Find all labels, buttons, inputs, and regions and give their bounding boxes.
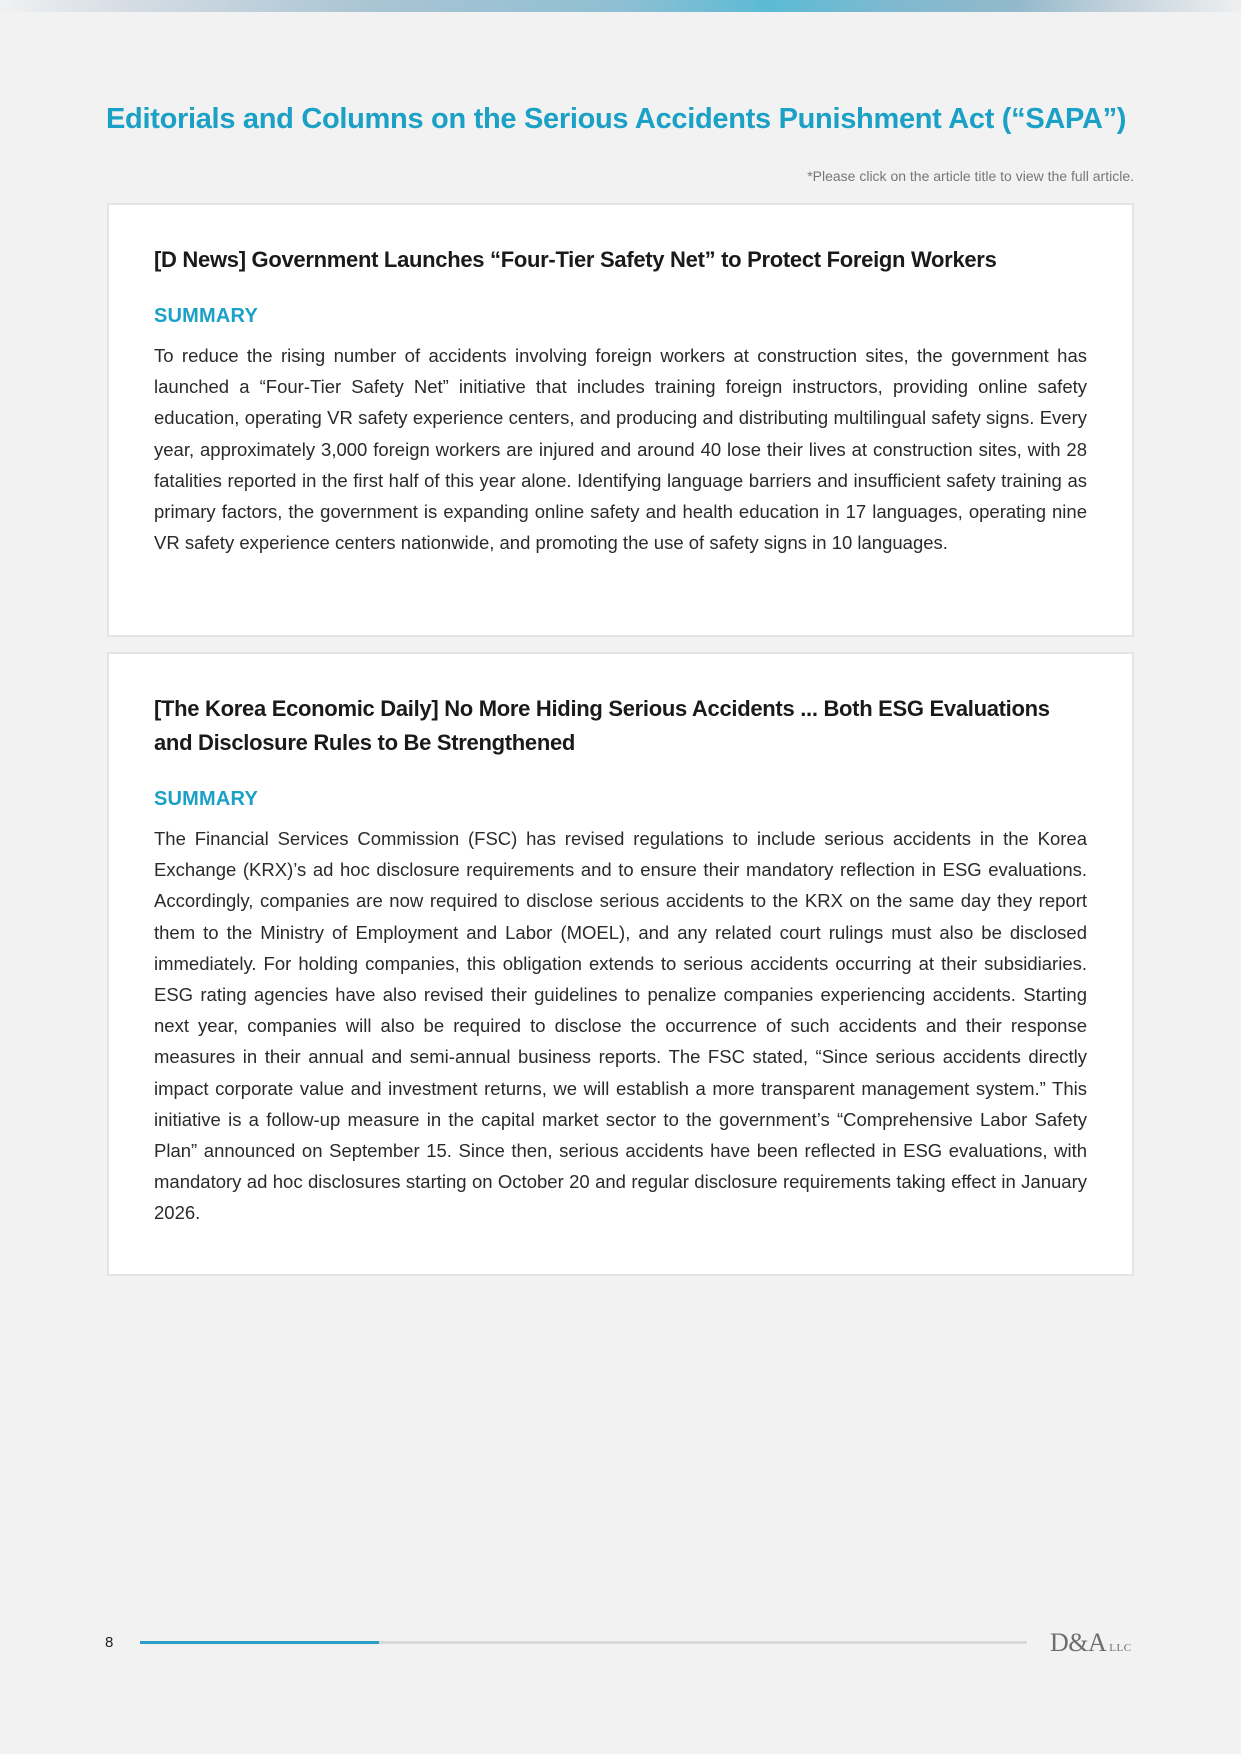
page-number: 8 bbox=[105, 1634, 114, 1651]
article-card bbox=[107, 652, 1134, 1276]
click-instruction-note: *Please click on the article title to view the full article. bbox=[807, 168, 1134, 184]
company-logo bbox=[1050, 1628, 1132, 1658]
logo-suffix-text: LLC bbox=[1109, 1642, 1132, 1654]
page-title: Editorials and Columns on the Serious Accidents Punishment Act (“SAPA”) bbox=[106, 103, 1127, 135]
summary-label: SUMMARY bbox=[154, 305, 258, 327]
article-title-link[interactable]: [D News] Government Launches “Four-Tier Safety Net” to Protect Foreign Workers bbox=[154, 247, 997, 272]
article-card bbox=[107, 203, 1134, 637]
logo-main-text: D&A bbox=[1050, 1628, 1107, 1657]
page-progress-bar bbox=[140, 1641, 1027, 1644]
summary-text: To reduce the rising number of accidents involving foreign workers at construction sites, the government has launched a “Four-Tier Safety Net” initiative that includes training foreign instructors, providing online safety education, operating VR safety experience centers, and producing and distributing multilingual safety signs. Every year, approximately 3,000 foreign workers are injured and around 40 lose their lives at construction sites, with 28 fatalities reported in the first half of this year alone. Identifying language barriers and insufficient safety training as primary factors, the government is expanding online safety and health education in 17 languages, operating nine VR safety experience centers nationwide, and promoting the use of safety signs in 10 languages. bbox=[154, 345, 1087, 554]
summary-text: The Financial Services Commission (FSC) has revised regulations to include serious accidents in the Korea Exchange (KRX)’s ad hoc disclosure requirements and to ensure their mandatory reflection in ESG evaluations. Accordingly, companies are now required to disclose serious accidents to the KRX on the same day they report them to the Ministry of Employment and Labor (MOEL), and any related court rulings must also be disclosed immediately. For holding companies, this obligation extends to serious accidents occurring at their subsidiaries. ESG rating agencies have also revised their guidelines to penalize companies experiencing accidents. Starting next year, companies will also be required to disclose the occurrence of such accidents and their response measures in their annual and semi-annual business reports. The FSC stated, “Since serious accidents directly impact corporate value and investment returns, we will establish a more transparent management system.” This initiative is a follow-up measure in the capital market sector to the government’s “Comprehensive Labor Safety Plan” announced on September 15. Since then, serious accidents have been reflected in ESG evaluations, with mandatory ad hoc disclosures starting on October 20 and regular disclosure requirements taking effect in January 2026. bbox=[154, 828, 1087, 1224]
top-gradient-band bbox=[0, 0, 1241, 12]
summary-label: SUMMARY bbox=[154, 788, 258, 810]
article-title-link[interactable]: [The Korea Economic Daily] No More Hiding Serious Accidents ... Both ESG Evaluations and Disclosure Rules to Be Strengthened bbox=[154, 696, 1050, 755]
page-progress-fill bbox=[140, 1641, 379, 1644]
